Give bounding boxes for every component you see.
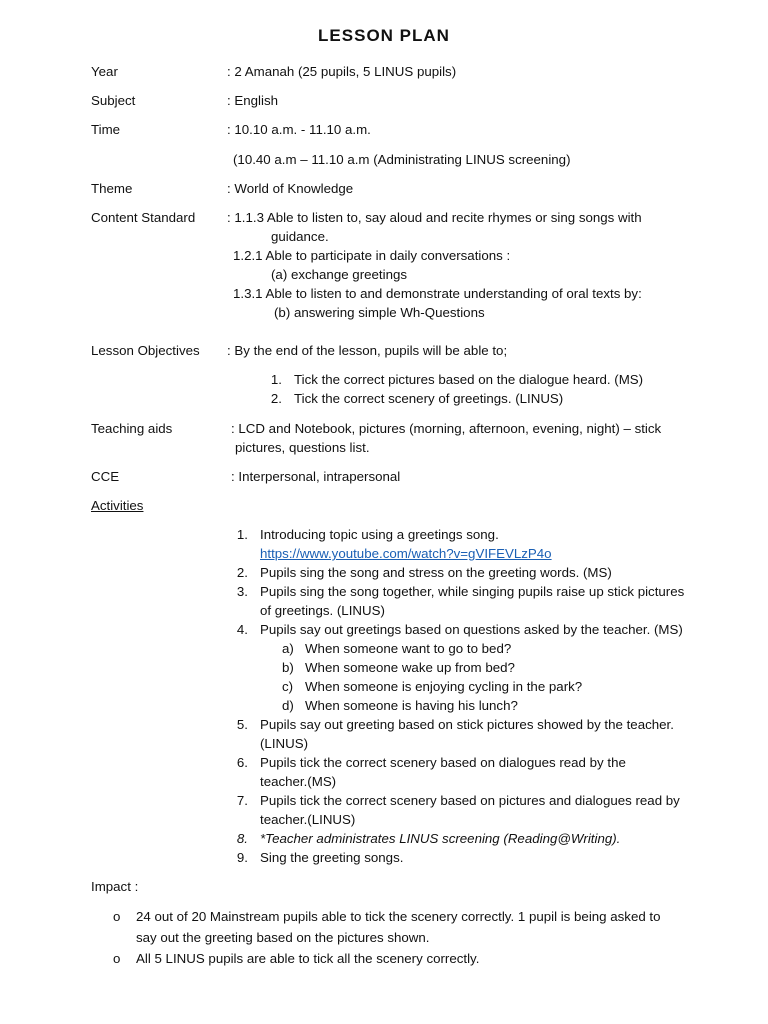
impact-text: say out the greeting based on the pictures shown.: [136, 930, 430, 945]
teaching-aids-line: : LCD and Notebook, pictures (morning, afternoon, evening, night) – stick: [231, 421, 662, 436]
activity-number: 7.: [236, 793, 248, 808]
cce-label: CCE: [91, 469, 120, 484]
greetings-song-link[interactable]: https://www.youtube.com/watch?v=gVIFEVLzP4o: [260, 546, 552, 561]
activity-subitem-text: When someone is having his lunch?: [305, 698, 518, 713]
year-label: Year: [91, 64, 118, 79]
bullet-icon: o: [113, 951, 121, 966]
time-value: : 10.10 a.m. - 11.10 a.m.: [227, 122, 371, 137]
activity-number: 5.: [236, 717, 248, 732]
objective-text: Tick the correct pictures based on the dialogue heard. (MS): [294, 372, 644, 387]
activity-subitem-text: When someone wake up from bed?: [305, 660, 515, 675]
content-standard-line: 1.3.1 Able to listen to and demonstrate understanding of oral texts by:: [233, 286, 642, 301]
page-title: LESSON PLAN: [318, 26, 450, 45]
activity-number: 9.: [236, 850, 248, 865]
activity-text: of greetings. (LINUS): [260, 603, 385, 618]
activity-number: 8.: [236, 831, 248, 846]
content-standard-line: guidance.: [271, 229, 329, 244]
activity-text: *Teacher administrates LINUS screening (Reading@Writing).: [260, 831, 621, 846]
content-standard-label: Content Standard: [91, 210, 196, 225]
objective-text: Tick the correct scenery of greetings. (LINUS): [294, 391, 564, 406]
teaching-aids-label: Teaching aids: [91, 421, 173, 436]
lesson-objectives-value: : By the end of the lesson, pupils will be able to;: [227, 343, 508, 358]
activity-text: (LINUS): [260, 736, 309, 751]
activity-text: Pupils tick the correct scenery based on pictures and dialogues read by: [260, 793, 680, 808]
subject-value: : English: [227, 93, 278, 108]
theme-value: : World of Knowledge: [227, 181, 354, 196]
activity-text: teacher.(LINUS): [260, 812, 356, 827]
activity-text: Sing the greeting songs.: [260, 850, 404, 865]
content-standard-line: 1.2.1 Able to participate in daily conversations :: [233, 248, 511, 263]
activity-subitem-text: When someone is enjoying cycling in the park?: [305, 679, 583, 694]
subject-label: Subject: [91, 93, 136, 108]
content-standard-line: (a) exchange greetings: [271, 267, 408, 282]
content-standard-line: : 1.1.3 Able to listen to, say aloud and recite rhymes or sing songs with: [227, 210, 642, 225]
activity-text: Introducing topic using a greetings song.: [260, 527, 499, 542]
activity-number: 4.: [236, 622, 248, 637]
teaching-aids-line: pictures, questions list.: [235, 440, 370, 455]
activity-number: 2.: [236, 565, 248, 580]
bullet-icon: o: [113, 909, 121, 924]
activity-text: Pupils tick the correct scenery based on dialogues read by the: [260, 755, 626, 770]
objective-number: 2.: [270, 391, 282, 406]
time-label: Time: [91, 122, 121, 137]
activity-subitem-letter: a): [282, 641, 294, 656]
impact-text: All 5 LINUS pupils are able to tick all the scenery correctly.: [136, 951, 480, 966]
objective-number: 1.: [270, 372, 282, 387]
activities-heading: Activities: [91, 498, 144, 513]
year-value: : 2 Amanah (25 pupils, 5 LINUS pupils): [227, 64, 457, 79]
time-note: (10.40 a.m – 11.10 a.m (Administrating LINUS screening): [233, 152, 571, 167]
activity-subitem-letter: c): [282, 679, 294, 694]
activity-text: teacher.(MS): [260, 774, 337, 789]
impact-text: 24 out of 20 Mainstream pupils able to tick the scenery correctly. 1 pupil is being asked to: [136, 909, 661, 924]
activity-number: 1.: [236, 527, 248, 542]
content-standard-line: (b) answering simple Wh-Questions: [274, 305, 485, 320]
activity-subitem-text: When someone want to go to bed?: [305, 641, 512, 656]
activity-number: 3.: [236, 584, 248, 599]
lesson-objectives-label: Lesson Objectives: [91, 343, 200, 358]
activity-text: Pupils say out greetings based on questions asked by the teacher. (MS): [260, 622, 683, 637]
activity-subitem-letter: d): [282, 698, 294, 713]
cce-value: : Interpersonal, intrapersonal: [231, 469, 401, 484]
activity-text: Pupils sing the song together, while singing pupils raise up stick pictures: [260, 584, 685, 599]
activity-text: Pupils say out greeting based on stick pictures showed by the teacher.: [260, 717, 674, 732]
activity-subitem-letter: b): [282, 660, 294, 675]
impact-label: Impact :: [91, 879, 139, 894]
activity-text: Pupils sing the song and stress on the greeting words. (MS): [260, 565, 612, 580]
theme-label: Theme: [91, 181, 133, 196]
activity-number: 6.: [236, 755, 248, 770]
